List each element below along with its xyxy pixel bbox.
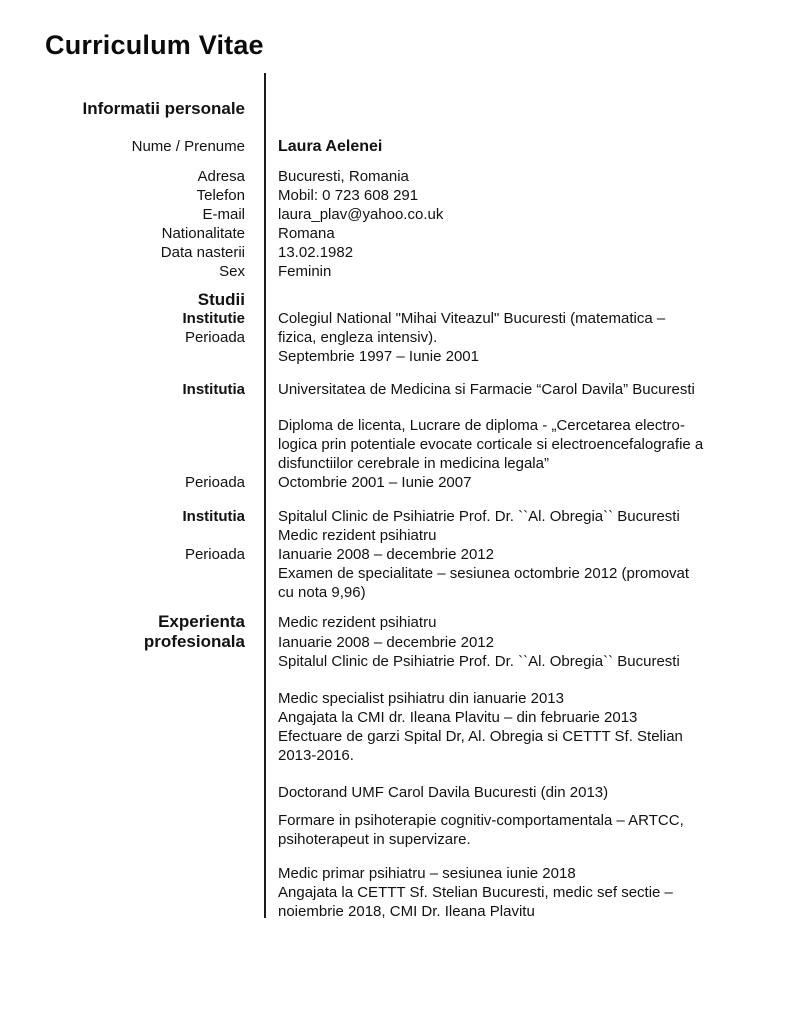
- cv-row: [0, 564, 791, 583]
- field-value: Medic primar psihiatru – sesiunea iunie 2018: [278, 865, 576, 882]
- cv-row: [0, 262, 791, 281]
- field-label: Institutie: [182, 310, 245, 327]
- field-label: Sex: [219, 263, 245, 280]
- field-value: logica prin potentiale evocate corticale si electroencefalografie a: [278, 436, 704, 453]
- field-value: Angajata la CETTT Sf. Stelian Bucuresti, medic sef sectie –: [278, 884, 673, 901]
- field-value: Bucuresti, Romania: [278, 168, 409, 185]
- field-value: Feminin: [278, 263, 332, 280]
- field-value: Medic rezident psihiatru: [278, 527, 437, 544]
- field-value: Universitatea de Medicina si Farmacie “Carol Davila” Bucuresti: [278, 381, 695, 398]
- cv-row: [0, 783, 791, 802]
- field-value: Octombrie 2001 – Iunie 2007: [278, 474, 472, 491]
- cv-row: [0, 545, 791, 564]
- cv-row: [0, 727, 791, 746]
- field-value: fizica, engleza intensiv).: [278, 329, 438, 346]
- field-label: Nationalitate: [161, 225, 245, 242]
- document-title: Curriculum Vitae: [45, 30, 264, 60]
- cv-row: [0, 328, 791, 347]
- cv-row: [0, 830, 791, 849]
- field-value: Diploma de licenta, Lucrare de diploma - „Cercetarea electro-: [278, 417, 685, 434]
- cv-row: [0, 243, 791, 262]
- field-value: Spitalul Clinic de Psihiatrie Prof. Dr. ``Al. Obregia`` Bucuresti: [278, 508, 680, 525]
- cv-row: [0, 167, 791, 186]
- cv-row: [0, 708, 791, 727]
- field-label: Perioada: [184, 329, 245, 346]
- cv-row: [0, 99, 791, 118]
- field-value: Laura Aelenei: [278, 138, 383, 155]
- cv-row: [0, 612, 791, 632]
- cv-row: [0, 347, 791, 366]
- cv-row: [0, 416, 791, 435]
- field-value: Colegiul National "Mihai Viteazul" Bucuresti (matematica –: [278, 310, 666, 327]
- field-label: Data nasterii: [160, 244, 245, 261]
- cv-row: [0, 883, 791, 902]
- field-value: Romana: [278, 225, 335, 242]
- cv-row: [0, 205, 791, 224]
- cv-row: [0, 864, 791, 883]
- field-label: Informatii personale: [82, 99, 245, 118]
- cv-row: [0, 902, 791, 921]
- field-value: noiembrie 2018, CMI Dr. Ileana Plavitu: [278, 903, 535, 920]
- field-label: E-mail: [202, 206, 245, 223]
- field-value: Examen de specialitate – sesiunea octombrie 2012 (promovat: [278, 565, 690, 582]
- field-value: Medic specialist psihiatru din ianuarie 2013: [278, 690, 564, 707]
- field-value: Mobil: 0 723 608 291: [278, 187, 419, 204]
- cv-row: [0, 811, 791, 830]
- field-label: Adresa: [197, 168, 245, 185]
- cv-row: [0, 507, 791, 526]
- cv-row: [0, 689, 791, 708]
- cv-body: [0, 99, 791, 921]
- field-value: Efectuare de garzi Spital Dr, Al. Obregia si CETTT Sf. Stelian: [278, 728, 683, 745]
- field-value: Spitalul Clinic de Psihiatrie Prof. Dr. ``Al. Obregia`` Bucuresti: [278, 653, 680, 670]
- field-value: 2013-2016.: [278, 747, 354, 764]
- cv-row: [0, 380, 791, 399]
- field-label: Perioada: [184, 546, 245, 563]
- cv-row: [0, 632, 791, 652]
- cv-row: [0, 290, 791, 309]
- field-value: Septembrie 1997 – Iunie 2001: [278, 348, 479, 365]
- field-value: psihoterapeut in supervizare.: [278, 831, 471, 848]
- field-label: profesionala: [143, 632, 245, 651]
- field-value: Ianuarie 2008 – decembrie 2012: [278, 546, 494, 563]
- field-label: Institutia: [182, 381, 245, 398]
- field-value: laura_plav@yahoo.co.uk: [278, 206, 444, 223]
- field-value: Ianuarie 2008 – decembrie 2012: [278, 634, 494, 651]
- field-value: disfunctiilor cerebrale in medicina legala”: [278, 455, 549, 472]
- cv-row: [0, 186, 791, 205]
- cv-row: [0, 224, 791, 243]
- cv-row: [0, 454, 791, 473]
- field-value: Doctorand UMF Carol Davila Bucuresti (din 2013): [278, 784, 609, 801]
- field-label: Experienta: [158, 612, 245, 631]
- cv-row: [0, 526, 791, 545]
- field-label: Perioada: [184, 474, 245, 491]
- field-label: Institutia: [182, 508, 245, 525]
- field-label: Studii: [197, 290, 245, 309]
- field-value: Medic rezident psihiatru: [278, 614, 437, 631]
- cv-row: [0, 652, 791, 671]
- cv-row: [0, 583, 791, 602]
- field-value: cu nota 9,96): [278, 584, 366, 601]
- field-value: Angajata la CMI dr. Ileana Plavitu – din februarie 2013: [278, 709, 638, 726]
- cv-row: [0, 309, 791, 328]
- cv-row: [0, 137, 791, 156]
- cv-row: [0, 746, 791, 765]
- field-label: Nume / Prenume: [131, 138, 245, 155]
- cv-row: [0, 473, 791, 492]
- cv-row: [0, 435, 791, 454]
- field-label: Telefon: [196, 187, 245, 204]
- field-value: Formare in psihoterapie cognitiv-comportamentala – ARTCC,: [278, 812, 684, 829]
- field-value: 13.02.1982: [278, 244, 354, 261]
